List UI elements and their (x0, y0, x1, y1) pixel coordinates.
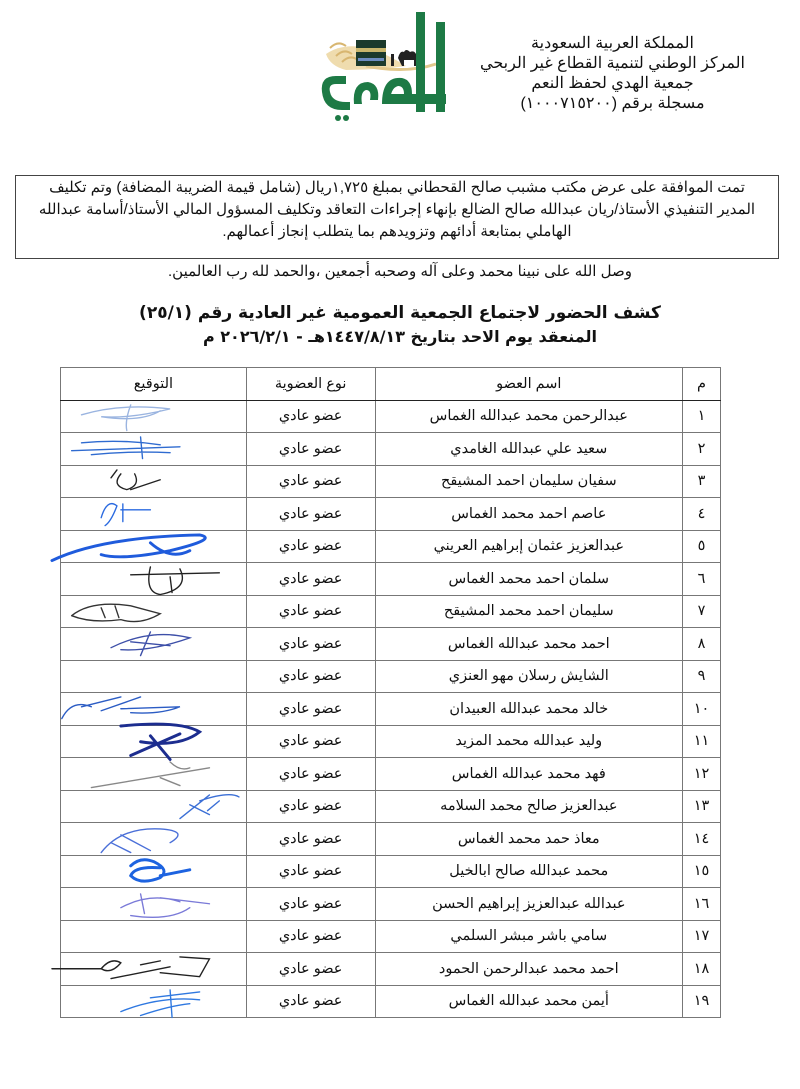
document-title: كشف الحضور لاجتماع الجمعية العمومية غير العادية رقم (٢٥/١) (139, 303, 661, 323)
table-row (61, 465, 721, 498)
member-number: ١٣ (683, 790, 721, 823)
handwritten-signature (61, 466, 246, 498)
member-name: عبدالعزيز صالح محمد السلامه (375, 790, 682, 823)
table-row (61, 790, 721, 823)
header-membership-type: نوع العضوية (246, 368, 375, 401)
member-number: ١٤ (683, 823, 721, 856)
attendance-rows (61, 400, 721, 1018)
member-number: ٤ (683, 498, 721, 531)
member-name: عبدالرحمن محمد عبدالله الغماس (375, 400, 682, 433)
signature-cell (61, 985, 247, 1018)
signature-cell (61, 725, 247, 758)
membership-type: عضو عادي (246, 530, 375, 563)
signature-cell (61, 823, 247, 856)
handwritten-signature (61, 758, 246, 790)
table-row (61, 725, 721, 758)
signature-stroke (131, 567, 220, 595)
signature-cell (61, 628, 247, 661)
table-row (61, 920, 721, 953)
handwritten-signature (61, 693, 246, 725)
member-number: ١ (683, 400, 721, 433)
membership-type: عضو عادي (246, 953, 375, 986)
member-name: سلمان احمد محمد الغماس (375, 563, 682, 596)
table-row (61, 888, 721, 921)
center-line: المركز الوطني لتنمية القطاع غير الربحي (480, 55, 745, 72)
table-row (61, 985, 721, 1018)
member-name: احمد محمد عبدالله الغماس (375, 628, 682, 661)
member-number: ٥ (683, 530, 721, 563)
handwritten-signature (61, 823, 246, 855)
table-row (61, 628, 721, 661)
member-number: ١٢ (683, 758, 721, 791)
signature-cell (61, 595, 247, 628)
membership-type: عضو عادي (246, 725, 375, 758)
membership-type: عضو عادي (246, 693, 375, 726)
signature-stroke (101, 829, 178, 853)
member-name: الشايش رسلان مهو العنزي (375, 660, 682, 693)
handwritten-signature (61, 628, 246, 660)
table-row (61, 400, 721, 433)
signature-cell (61, 498, 247, 531)
member-name: سامي باشر مبشر السلمي (375, 920, 682, 953)
registration-line: مسجلة برقم (١٠٠٠٧١٥٢٠٠) (520, 95, 705, 112)
table-row (61, 953, 721, 986)
handwritten-signature (61, 433, 246, 465)
signature-cell (61, 433, 247, 466)
member-name: سفيان سليمان احمد المشيقح (375, 465, 682, 498)
handwritten-signature (61, 986, 246, 1018)
signature-cell (61, 660, 247, 693)
signature-cell (61, 855, 247, 888)
signature-cell (61, 465, 247, 498)
membership-type: عضو عادي (246, 628, 375, 661)
signature-cell (61, 400, 247, 433)
handwritten-signature (61, 596, 246, 628)
membership-type: عضو عادي (246, 920, 375, 953)
kaaba-icon (356, 40, 386, 66)
signature-cell (61, 693, 247, 726)
signature-stroke (52, 534, 205, 560)
table-row (61, 498, 721, 531)
membership-type: عضو عادي (246, 433, 375, 466)
membership-type: عضو عادي (246, 498, 375, 531)
association-name-line: جمعية الهدي لحفظ النعم (531, 75, 694, 92)
member-number: ١٩ (683, 985, 721, 1018)
table-row (61, 693, 721, 726)
organization-header (480, 34, 745, 114)
signature-stroke (91, 762, 209, 788)
handwritten-signature (61, 531, 246, 563)
membership-type: عضو عادي (246, 595, 375, 628)
header-signature: التوقيع (61, 368, 247, 401)
member-number: ٢ (683, 433, 721, 466)
handwritten-signature (61, 726, 246, 758)
table-row (61, 595, 721, 628)
member-number: ٧ (683, 595, 721, 628)
handwritten-signature (61, 498, 246, 530)
signature-stroke (111, 632, 190, 656)
signature-stroke (121, 894, 210, 917)
signature-stroke (82, 404, 171, 430)
member-number: ٣ (683, 465, 721, 498)
country-line: المملكة العربية السعودية (531, 35, 694, 52)
signature-cell (61, 790, 247, 823)
signature-cell (61, 953, 247, 986)
attendance-table (60, 367, 721, 1018)
decision-box (15, 175, 779, 259)
handwritten-signature (61, 888, 246, 920)
table-row (61, 563, 721, 596)
table-row (61, 433, 721, 466)
table-row (61, 660, 721, 693)
member-name: سعيد علي عبدالله الغامدي (375, 433, 682, 466)
member-number: ٨ (683, 628, 721, 661)
signature-stroke (121, 724, 200, 759)
table-row (61, 823, 721, 856)
membership-type: عضو عادي (246, 758, 375, 791)
member-name: أيمن محمد عبدالله الغماس (375, 985, 682, 1018)
handwritten-signature (61, 401, 246, 433)
member-name: سليمان احمد محمد المشيقح (375, 595, 682, 628)
decision-line: المدير التنفيذي الأستاذ/ريان عبدالله صالح الضالع بإنهاء إجراءات التعاقد وتكليف المسؤول المالي الأستاذ/أسامة عبدالله (38, 201, 756, 218)
member-name: عبدالله عبدالعزيز إبراهيم الحسن (375, 888, 682, 921)
handwritten-signature (61, 791, 246, 823)
member-name: عاصم احمد محمد الغماس (375, 498, 682, 531)
member-name: عبدالعزيز عثمان إبراهيم العريني (375, 530, 682, 563)
header-number: م (683, 368, 721, 401)
member-name: وليد عبدالله محمد المزيد (375, 725, 682, 758)
signature-cell (61, 888, 247, 921)
membership-type: عضو عادي (246, 823, 375, 856)
member-name: خالد محمد عبدالله العبيدان (375, 693, 682, 726)
member-number: ١١ (683, 725, 721, 758)
membership-type: عضو عادي (246, 400, 375, 433)
handwritten-signature (61, 563, 246, 595)
membership-type: عضو عادي (246, 465, 375, 498)
member-name: احمد محمد عبدالرحمن الحمود (375, 953, 682, 986)
signature-cell (61, 530, 247, 563)
member-name: محمد عبدالله صالح ابالخيل (375, 855, 682, 888)
membership-type: عضو عادي (246, 660, 375, 693)
signature-stroke (180, 794, 239, 818)
handwritten-signature (61, 856, 246, 888)
decision-line: تمت الموافقة على عرض مكتب مشبب صالح القحطاني بمبلغ ١,٧٢٥ريال (شامل قيمة الضريبة المضافة) وتم تكليف (49, 179, 745, 196)
signature-cell (61, 563, 247, 596)
member-number: ١٦ (683, 888, 721, 921)
signature-cell (61, 758, 247, 791)
member-name: معاذ حمد محمد الغماس (375, 823, 682, 856)
signature-stroke (101, 504, 150, 526)
table-row (61, 758, 721, 791)
member-number: ١٧ (683, 920, 721, 953)
signature-cell (61, 920, 247, 953)
closing-prayer: وصل الله على نبينا محمد وعلى آله وصحبه أجمعين ،والحمد لله رب العالمين. (168, 263, 632, 280)
member-number: ٦ (683, 563, 721, 596)
membership-type: عضو عادي (246, 790, 375, 823)
decision-line: الهاملي بمتابعة أدائهم وتزويدهم بما يتطلب إنجاز أعمالهم. (222, 223, 572, 240)
member-number: ١٠ (683, 693, 721, 726)
association-logo (316, 4, 452, 122)
signature-stroke (52, 957, 210, 979)
member-number: ٩ (683, 660, 721, 693)
member-name: فهد محمد عبدالله الغماس (375, 758, 682, 791)
membership-type: عضو عادي (246, 888, 375, 921)
table-row (61, 855, 721, 888)
membership-type: عضو عادي (246, 563, 375, 596)
meeting-date: المنعقد يوم الاحد بتاريخ ١٤٤٧/٨/١٣هـ - ٢٠٢٦/٢/١ م (202, 327, 598, 346)
signature-stroke (62, 697, 180, 719)
member-number: ١٨ (683, 953, 721, 986)
signature-stroke (72, 437, 180, 459)
signature-stroke (121, 989, 200, 1017)
signature-stroke (72, 604, 161, 621)
member-number: ١٥ (683, 855, 721, 888)
membership-type: عضو عادي (246, 985, 375, 1018)
handwritten-signature (61, 953, 246, 985)
header-member-name: اسم العضو (375, 368, 682, 401)
membership-type: عضو عادي (246, 855, 375, 888)
table-row (61, 530, 721, 563)
signature-stroke (111, 469, 160, 489)
signature-stroke (131, 859, 190, 880)
table-header-row (61, 368, 721, 401)
